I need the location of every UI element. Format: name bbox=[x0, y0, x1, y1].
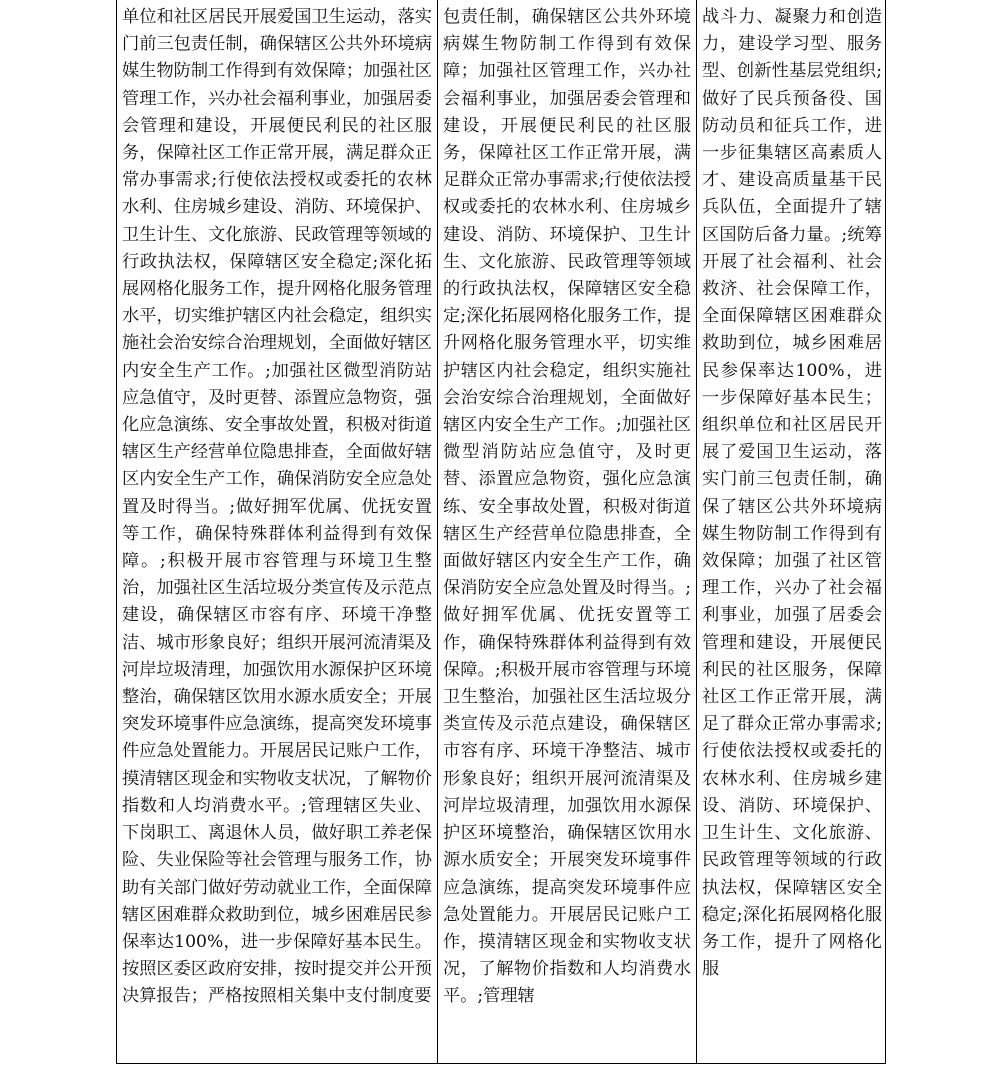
text-table bbox=[116, 0, 886, 1064]
table-cell-column-1: 单位和社区居民开展爱国卫生运动，落实门前三包责任制，确保辖区公共外环境病媒生物防制工作得到有效保障；加强社区管理工作，兴办社会福利事业，加强居委会管理和建设，开展便民利民的社区服务，保障社区工作正常开展，满足群众正常办事需求;行使依法授权或委托的农林水利、住房城乡建设、消防、环境保护、卫生计生、文化旅游、民政管理等领域的行政执法权，保障辖区安全稳定;深化拓展网格化服务工作，提升网格化服务管理水平，切实维护辖区内社会稳定，组织实施社会治安综合治理规划，全面做好辖区内安全生产工作。;加强社区微型消防站应急值守，及时更替、添置应急物资，强化应急演练、安全事故处置，积极对街道辖区生产经营单位隐患排查，全面做好辖区内安全生产工作，确保消防安全应急处置及时得当。;做好拥军优属、优抚安置等工作，确保特殊群体利益得到有效保障。;积极开展市容管理与环境卫生整治，加强社区生活垃圾分类宣传及示范点建设，确保辖区市容有序、环境干净整洁、城市形象良好；组织开展河流清渠及河岸垃圾清理，加强饮用水源保护区环境整治，确保辖区饮用水源水质安全；开展突发环境事件应急演练，提高突发环境事件应急处置能力。开展居民记账户工作，摸清辖区现金和实物收支状况，了解物价指数和人均消费水平。;管理辖区失业、下岗职工、离退休人员，做好职工养老保险、失业保险等社会管理与服务工作，协助有关部门做好劳动就业工作，全面保障辖区困难群众救助到位，城乡困难居民参保率达100%，进一步保障好基本民生。按照区委区政府安排，按时提交并公开预决算报告；严格按照相关集中支付制度要 bbox=[117, 0, 438, 1063]
table-cell-column-3: 战斗力、凝聚力和创造力，建设学习型、服务型、创新性基层党组织;做好了民兵预备役、国防动员和征兵工作，进一步征集辖区高素质人才、建设高质量基干民兵队伍，全面提升了辖区国防后备力量。;统筹开展了社会福利、社会救济、社会保障工作，全面保障辖区困难群众救助到位，城乡困难居民参保率达100%，进一步保障好基本民生；组织单位和社区居民开展了爱国卫生运动，落实门前三包责任制，确保了辖区公共外环境病媒生物防制工作得到有效保障；加强了社区管理工作，兴办了社会福利事业，加强了居委会管理和建设，开展便民利民的社区服务，保障社区工作正常开展，满足了群众正常办事需求;行使依法授权或委托的农林水利、住房城乡建设、消防、环境保护、卫生计生、文化旅游、民政管理等领域的行政执法权，保障辖区安全稳定;深化拓展网格化服务工作，提升了网格化服 bbox=[702, 7, 882, 980]
table-cell-column-2: 包责任制，确保辖区公共外环境病媒生物防制工作得到有效保障；加强社区管理工作，兴办社会福利事业，加强居委会管理和建设，开展便民利民的社区服务，保障社区工作正常开展，满足群众正常办事需求;行使依法授权或委托的农林水利、住房城乡建设、消防、环境保护、卫生计生、文化旅游、民政管理等领域的行政执法权，保障辖区安全稳定;深化拓展网格化服务工作，提升网格化服务管理水平，切实维护辖区内社会稳定，组织实施社会治安综合治理规划，全面做好辖区内安全生产工作。;加强社区微型消防站应急值守，及时更替、添置应急物资，强化应急演练、安全事故处置，积极对街道辖区生产经营单位隐患排查，全面做好辖区内安全生产工作，确保消防安全应急处置及时得当。;做好拥军优属、优抚安置等工作，确保特殊群体利益得到有效保障。;积极开展市容管理与环境卫生整治，加强社区生活垃圾分类宣传及示范点建设，确保辖区市容有序、环境干净整洁、城市形象良好；组织开展河流清渠及河岸垃圾清理，加强饮用水源保护区环境整治，确保辖区饮用水源水质安全；开展突发环境事件应急演练，提高突发环境事件应急处置能力。开展居民记账户工作，摸清辖区现金和实物收支状况，了解物价指数和人均消费水平。;管理辖 bbox=[438, 0, 697, 1063]
